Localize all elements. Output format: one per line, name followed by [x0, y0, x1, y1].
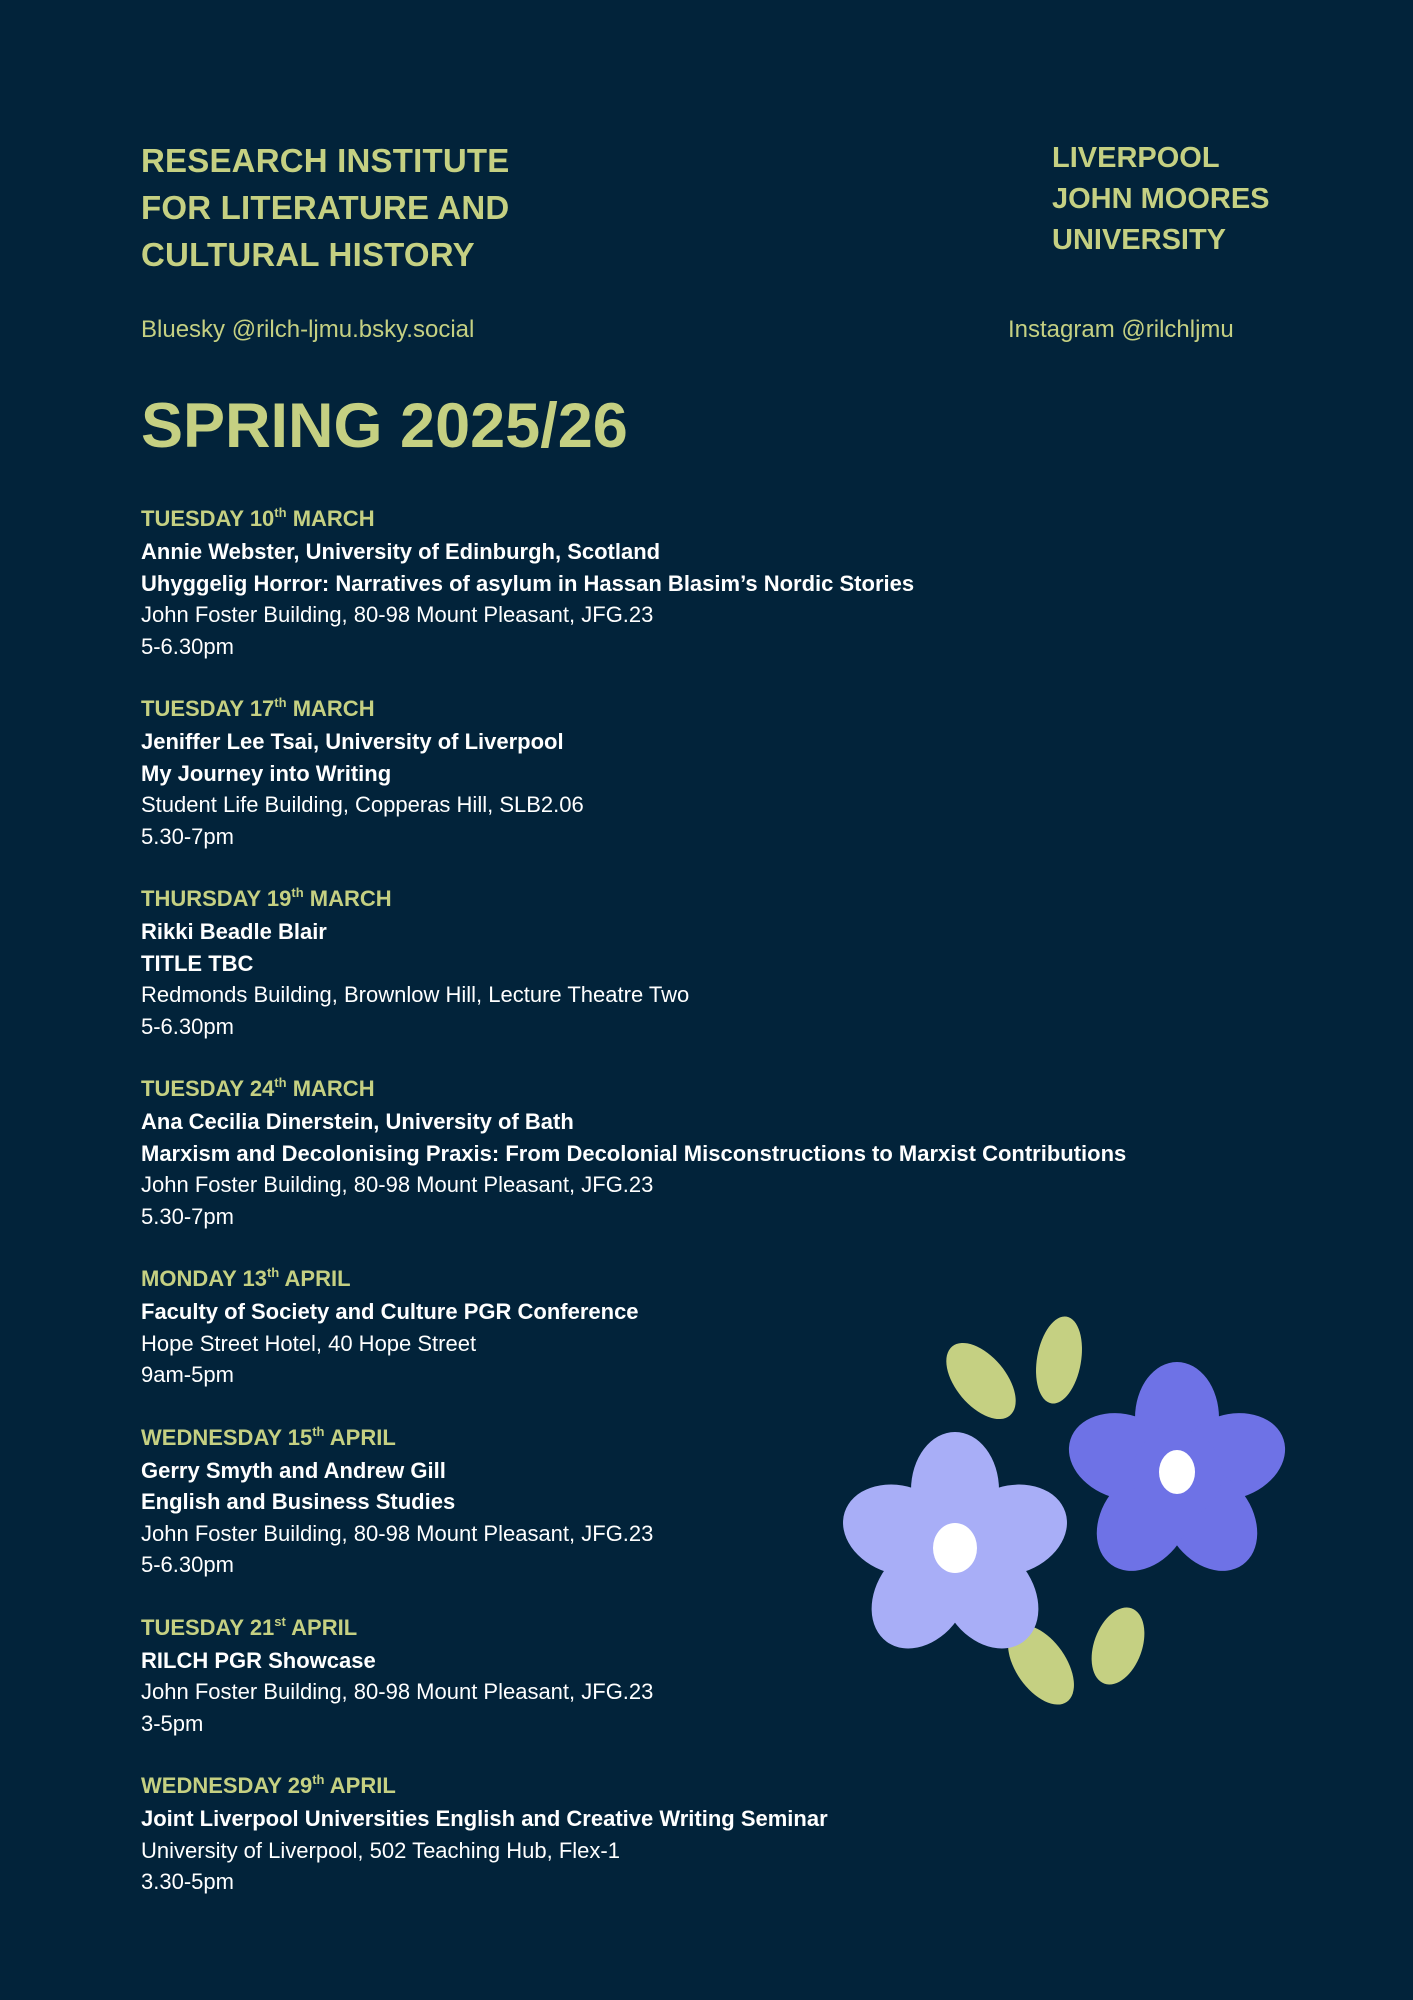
event-venue: Hope Street Hotel, 40 Hope Street	[141, 1330, 477, 1356]
event-date	[141, 692, 1291, 726]
institute-title	[141, 137, 509, 278]
event-item	[141, 1769, 1291, 1898]
event-speaker: Jeniffer Lee Tsai, University of Liverpool	[141, 729, 564, 754]
event-title: English and Business Studies	[141, 1489, 456, 1514]
university-name-line: JOHN MOORES	[1052, 183, 1270, 215]
event-day-suffix: th	[312, 1423, 325, 1439]
event-day: TUESDAY 10	[141, 506, 275, 531]
event-date	[141, 882, 1291, 916]
event-date	[141, 502, 1291, 536]
event-venue: John Foster Building, 80-98 Mount Pleasant, JFG.23	[141, 602, 654, 627]
event-month: MARCH	[309, 886, 392, 911]
event-title: Uhyggelig Horror: Narratives of asylum in Hassan Blasim’s Nordic Stories	[141, 570, 915, 596]
university-name-line: UNIVERSITY	[1052, 224, 1227, 256]
event-item	[141, 882, 1291, 1042]
event-title: My Journey into Writing	[141, 760, 392, 786]
event-venue: John Foster Building, 80-98 Mount Pleasant, JFG.23	[141, 1679, 654, 1704]
institute-title-line: RESEARCH INSTITUTE	[141, 142, 510, 179]
event-time: 3-5pm	[141, 1710, 204, 1736]
event-time: 5-6.30pm	[141, 633, 234, 659]
leaf-shape	[933, 1330, 1029, 1431]
event-day-suffix: th	[274, 505, 287, 520]
event-day-suffix: th	[291, 885, 304, 900]
event-day-suffix: th	[266, 1265, 280, 1280]
event-speaker: Faculty of Society and Culture PGR Conference	[141, 1299, 639, 1324]
event-day-suffix: st	[274, 1613, 286, 1629]
bluesky-handle: Bluesky @rilch-ljmu.bsky.social	[141, 316, 475, 343]
event-venue: John Foster Building, 80-98 Mount Pleasant, JFG.23	[141, 1520, 654, 1546]
event-time: 5-6.30pm	[141, 1013, 234, 1039]
event-day: TUESDAY 17	[141, 696, 275, 721]
event-speaker: RILCH PGR Showcase	[141, 1647, 376, 1673]
event-month: MARCH	[292, 696, 375, 721]
instagram-handle: Instagram @rilchljmu	[1008, 316, 1234, 343]
flowers-illustration	[810, 1300, 1290, 1720]
flower-center	[933, 1523, 977, 1573]
event-date	[141, 1072, 1291, 1106]
event-venue: Student Life Building, Copperas Hill, SLB2.06	[141, 792, 584, 817]
event-month: APRIL	[329, 1424, 396, 1450]
leaf-shape	[1082, 1600, 1154, 1692]
university-name	[1052, 138, 1270, 261]
leaf-shape	[1030, 1313, 1089, 1407]
event-venue: Redmonds Building, Brownlow Hill, Lecture Theatre Two	[141, 982, 690, 1007]
event-time: 5.30-7pm	[141, 823, 234, 849]
flower-dark	[1058, 1362, 1290, 1589]
event-speaker: Ana Cecilia Dinerstein, University of Bath	[141, 1109, 574, 1134]
event-day: TUESDAY 21	[141, 1614, 275, 1640]
event-day: MONDAY 13	[141, 1266, 267, 1291]
event-title: TITLE TBC	[141, 950, 254, 976]
event-speaker: Rikki Beadle Blair	[141, 919, 327, 944]
event-day-suffix: th	[274, 1075, 287, 1090]
event-month: MARCH	[292, 506, 375, 531]
event-day: THURSDAY 19	[141, 886, 292, 911]
event-item	[141, 502, 1291, 662]
institute-title-line: CULTURAL HISTORY	[141, 236, 475, 273]
event-day-suffix: th	[312, 1772, 325, 1787]
event-month: APRIL	[329, 1773, 396, 1798]
event-time: 3.30-5pm	[141, 1869, 234, 1894]
event-date	[141, 1769, 1291, 1803]
university-name-line: LIVERPOOL	[1052, 142, 1220, 174]
season-title: SPRING 2025/26	[141, 391, 628, 461]
event-month: APRIL	[284, 1266, 351, 1291]
event-month: MARCH	[292, 1076, 375, 1101]
event-speaker: Annie Webster, University of Edinburgh, Scotland	[141, 539, 661, 564]
event-day: WEDNESDAY 15	[141, 1424, 313, 1450]
event-venue: John Foster Building, 80-98 Mount Pleasant, JFG.23	[141, 1172, 654, 1197]
event-speaker: Joint Liverpool Universities English and Creative Writing Seminar	[141, 1806, 828, 1831]
event-item	[141, 1072, 1291, 1232]
event-day: WEDNESDAY 29	[141, 1773, 313, 1798]
event-venue: University of Liverpool, 502 Teaching Hub, Flex-1	[141, 1837, 620, 1863]
flower-center	[1159, 1450, 1195, 1494]
event-month: APRIL	[291, 1614, 358, 1640]
event-day: TUESDAY 24	[141, 1076, 275, 1101]
event-date	[141, 1262, 1291, 1296]
event-speaker: Gerry Smyth and Andrew Gill	[141, 1457, 446, 1483]
event-title: Marxism and Decolonising Praxis: From Decolonial Misconstructions to Marxist Contributions	[141, 1140, 1127, 1166]
event-time: 5.30-7pm	[141, 1203, 234, 1229]
event-time: 9am-5pm	[141, 1362, 234, 1387]
institute-title-line: FOR LITERATURE AND	[141, 189, 510, 226]
event-item	[141, 692, 1291, 852]
event-day-suffix: th	[274, 695, 287, 710]
event-time: 5-6.30pm	[141, 1552, 234, 1577]
